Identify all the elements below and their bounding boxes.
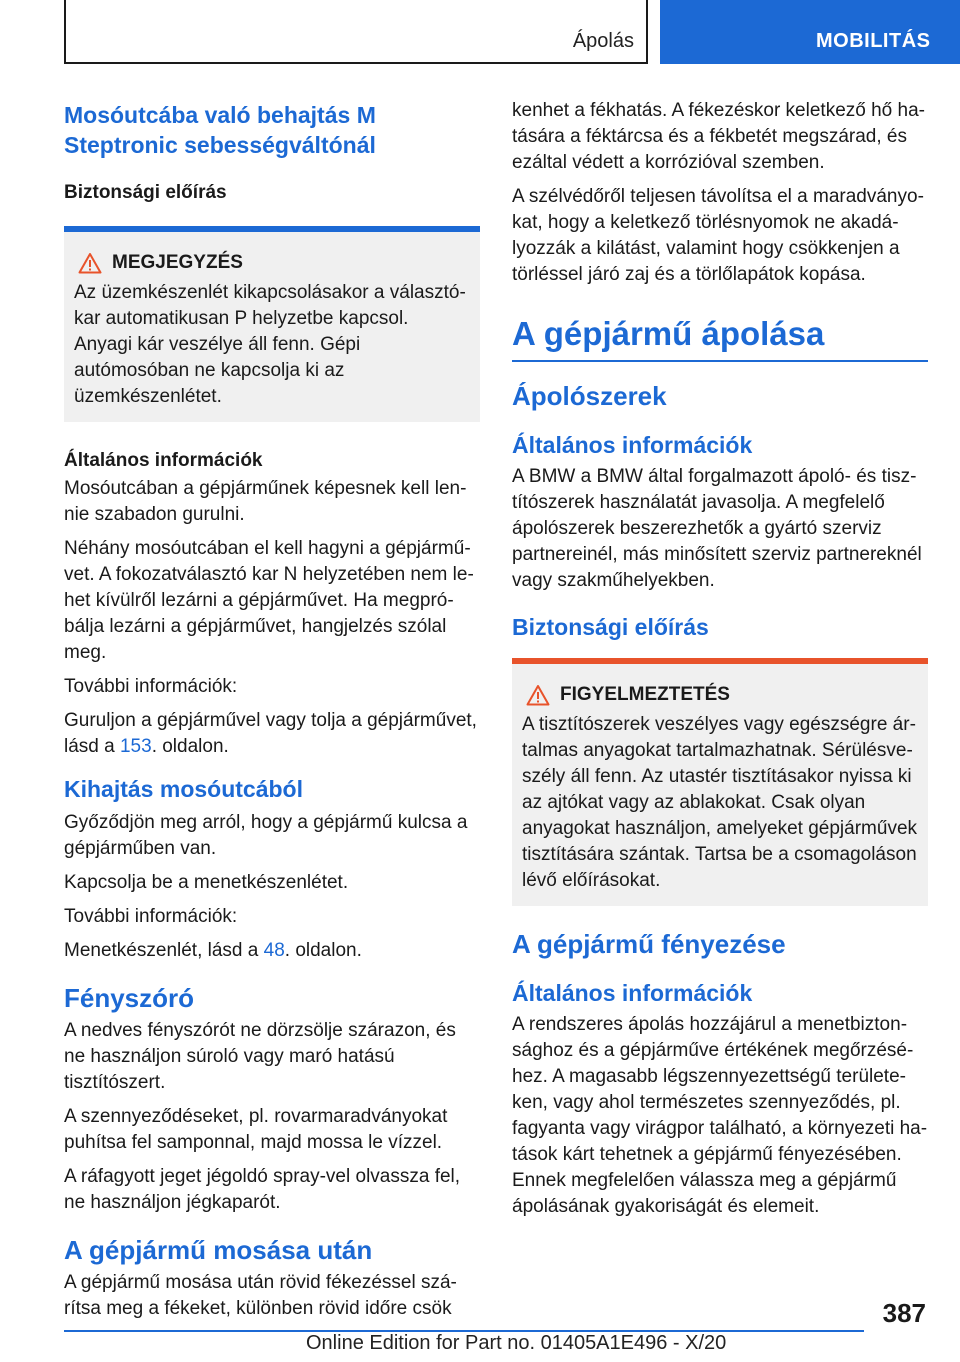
care-products-title: Ápolószerek <box>512 381 667 411</box>
general-info-title-2: Általános információk <box>512 980 753 1006</box>
safety-label: Biztonsági előírás <box>64 182 227 203</box>
text: . oldalon. <box>151 736 229 757</box>
warning-text: A tisztítószerek veszélyes vagy egészségre ártalmas anyagokat tartalmazhatnak. Sérülésveszély áll fenn. Az utastér tisztításakor nyissa ki az ajtókat vagy az ablakokat. Csak olyan anyagokat használjon, amelyeket gépjárművek tisztítására szántak. Tartsa be a csomagoláson lévő előírásokat. <box>522 714 918 891</box>
page-number: 387 <box>882 1298 926 1328</box>
notice-label: MEGJEGYZÉS <box>112 252 243 273</box>
notice-box <box>64 226 480 422</box>
text: Menetkészenlét, lásd a <box>64 940 264 961</box>
paragraph: A BMW a BMW által forgalmazott ápoló- és tisztítószerek használatát javasolja. A megfelelő ápolószerek beszerezhetők a gyártó szerviz partnereinél, más minősített szerviz partnereknél vagy szakműhelyekben. <box>512 466 922 591</box>
text: . oldalon. <box>284 940 362 961</box>
paragraph: Néhány mosóutcában el kell hagyni a gépjárművet. A fokozatválasztó kar N helyzetében nem lehet kívülről lezárni a gépjárművet. Ha megpróbálja lezárni a gépjárművet, hangjelzés szólal meg. <box>64 538 474 663</box>
text: Guruljon a gépjárművel vagy tolja a gépjárművet, lásd a <box>64 710 477 757</box>
general-info-title: Általános információk <box>512 432 753 458</box>
paragraph-with-link <box>64 708 480 760</box>
paragraph: A szennyeződéseket, pl. rovarmaradványokat puhítsa fel samponnal, majd mossa le vízzel. <box>64 1106 448 1153</box>
warning-label: FIGYELMEZTETÉS <box>560 684 730 705</box>
paragraph: Győződjön meg arról, hogy a gépjármű kulcsa a gépjárműben van. <box>64 812 468 859</box>
warning-triangle-icon <box>78 252 102 274</box>
header-chapter-label: MOBILITÁS <box>816 30 931 52</box>
page-link-153[interactable]: 153 <box>119 736 152 757</box>
safety-title: Biztonsági előírás <box>512 614 709 640</box>
headlight-title: Fényszóró <box>64 983 195 1013</box>
paragraph: kenhet a fékhatás. A fékezéskor keletkező hő hatására a féktárcsa és a fékbetét megszárad, és ezáltal védett a korrózióval szemben. <box>512 100 925 173</box>
paint-care-title: A gépjármű fényezése <box>512 929 786 959</box>
paragraph: A ráfagyott jeget jégoldó spray-vel olvassza fel, ne használjon jégkaparót. <box>64 1166 461 1213</box>
notice-text: Az üzemkészenlét kikapcsolásakor a választókar automatikusan P helyzetbe kapcsol. Anyagi kár veszélye áll fenn. Gépi autómosóban ne kapcsolja ki az üzemkészenlétet. <box>74 282 466 407</box>
warning-box <box>512 658 928 906</box>
header-chapter-tab <box>660 0 960 64</box>
notice-title <box>74 252 470 274</box>
paragraph: Kapcsolja be a menetkészenlétet. <box>64 872 349 893</box>
general-info-label: Általános információk <box>64 450 263 471</box>
paragraph-with-link <box>64 938 480 964</box>
section-title-car-wash: Mosóutcába való behajtás M Steptronic sebességváltónál <box>64 102 376 158</box>
paragraph: Mosóutcában a gépjárműnek képesnek kell lennie szabadon gurulni. <box>64 478 467 525</box>
footer-edition: Online Edition for Part no. 01405A1E496 - X/20 <box>306 1332 727 1354</box>
paragraph: A gépjármű mosása után rövid fékezéssel szárítsa meg a fékeket, különben rövid időre csök <box>64 1272 457 1319</box>
paragraph: A rendszeres ápolás hozzájárul a menetbiztonsághoz és a gépjárműve értékének megőrzéséhez. A magasabb légszennyezettségű területeken, vagy ahol természetes szennyeződés, pl. fagyanta vagy virágpor található, a környezeti hatások kárt tehetnek a gépjármű fényezésében. Ennek megfelelően válassza meg a gépjármű ápolásának gyakoriságát és elemeit. <box>512 1014 928 1217</box>
after-wash-title: A gépjármű mosása után <box>64 1235 373 1265</box>
paragraph: A nedves fényszórót ne dörzsölje szárazon, és ne használjon súroló vagy maró hatású tisztítószert. <box>64 1020 456 1093</box>
right-column <box>512 98 928 1228</box>
header-section-label: Ápolás <box>572 30 634 52</box>
page-link-48[interactable]: 48 <box>263 940 285 961</box>
exit-car-wash-title: Kihajtás mosóutcából <box>64 776 303 802</box>
header-section-box <box>64 0 648 64</box>
paragraph: További információk: <box>64 906 238 927</box>
vehicle-care-title: A gépjármű ápolása <box>512 314 928 362</box>
paragraph: A szélvédőről teljesen távolítsa el a maradványokat, hogy a keletkező törlésnyomok ne akadályozzák a kilátást, valamint hogy csökkenjen a törléssel járó zaj és a törlőlapátok kopása. <box>512 186 924 285</box>
warning-triangle-icon <box>526 684 550 706</box>
warning-title <box>522 684 918 706</box>
paragraph: További információk: <box>64 676 238 697</box>
left-column <box>64 100 480 1330</box>
